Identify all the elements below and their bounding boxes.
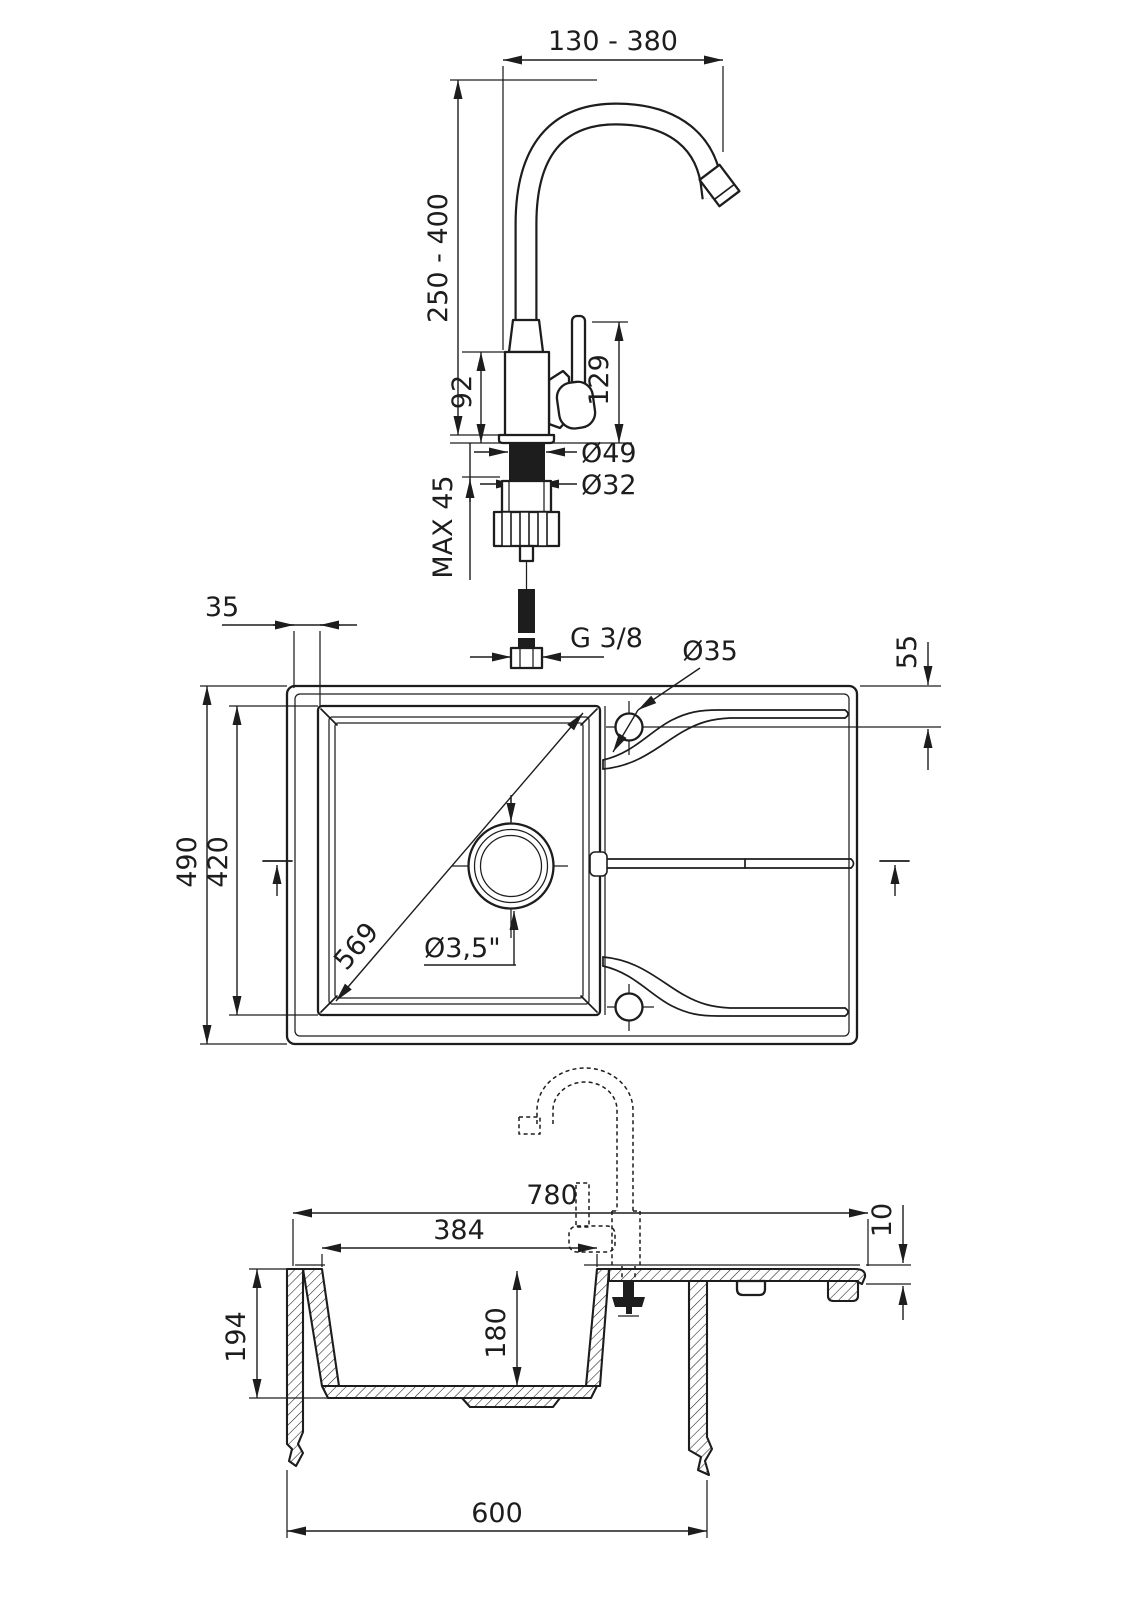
dim-tap-hole-offset: 55 [892, 634, 923, 670]
sink-top-view [172, 592, 941, 1044]
bowl-rim-outer [318, 706, 600, 1015]
bowl-bottom-section [322, 1386, 597, 1398]
dim-bowl-length: 420 [203, 836, 234, 888]
dim-drain-diameter: Ø3,5" [424, 933, 501, 964]
bowl-wall-right-section [586, 1269, 609, 1386]
dim-hose-thread: G 3/8 [570, 623, 643, 654]
faucet-mounting-set [494, 481, 559, 589]
dim-max-mount-thickness: MAX 45 [428, 475, 459, 579]
dim-spout-reach: 130 - 380 [548, 26, 678, 57]
dim-spout-height: 250 - 400 [423, 193, 454, 323]
faucet-supply-hose [511, 589, 542, 668]
dim-bowl-diagonal: 569 [328, 916, 386, 977]
faucet-shank-nut-section [612, 1281, 645, 1316]
dim-body-height: 92 [447, 374, 478, 410]
faucet-body [505, 352, 549, 437]
dim-bowl-depth-outer: 194 [221, 1311, 252, 1363]
drain-boss-section [462, 1398, 560, 1407]
faucet-spout [526, 114, 713, 336]
sink-outline-inner [295, 694, 849, 1036]
cabinet-panel-right-section [689, 1281, 712, 1475]
faucet-base-flange [499, 435, 554, 443]
tap-hole-top [606, 701, 941, 755]
dim-rim-height: 10 [867, 1202, 898, 1238]
bowl-wall-left-section [303, 1269, 339, 1386]
deck-foot-section [828, 1281, 858, 1301]
faucet-neck-taper [509, 320, 543, 352]
dim-cabinet-width: 600 [471, 1498, 523, 1529]
dim-shank-diameter: Ø32 [581, 470, 637, 501]
faucet-front-view [423, 26, 739, 668]
tap-hole-bottom [607, 984, 654, 1031]
drainboard-grooves [590, 710, 854, 1016]
dim-bowl-width: 384 [433, 1215, 485, 1246]
counter-edge-left-section [287, 1269, 303, 1466]
section-mark-right [880, 861, 909, 896]
faucet-threaded-shank [509, 443, 545, 481]
drain-hole [452, 797, 568, 938]
dim-sink-depth-overall: 490 [172, 836, 203, 888]
dim-sink-width-overall: 780 [526, 1180, 578, 1211]
dim-base-diameter: Ø49 [581, 438, 637, 469]
dim-bowl-depth-inner: 180 [481, 1307, 512, 1359]
sink-section-view [221, 1068, 911, 1538]
faucet-silhouette-dashed [519, 1068, 640, 1281]
dim-edge-offset: 35 [204, 592, 240, 623]
dim-tap-hole-diameter: Ø35 [682, 636, 738, 667]
dim-handle-height: 129 [584, 354, 615, 406]
sink-outline-outer [287, 686, 857, 1044]
deck-bump-section [737, 1281, 765, 1295]
